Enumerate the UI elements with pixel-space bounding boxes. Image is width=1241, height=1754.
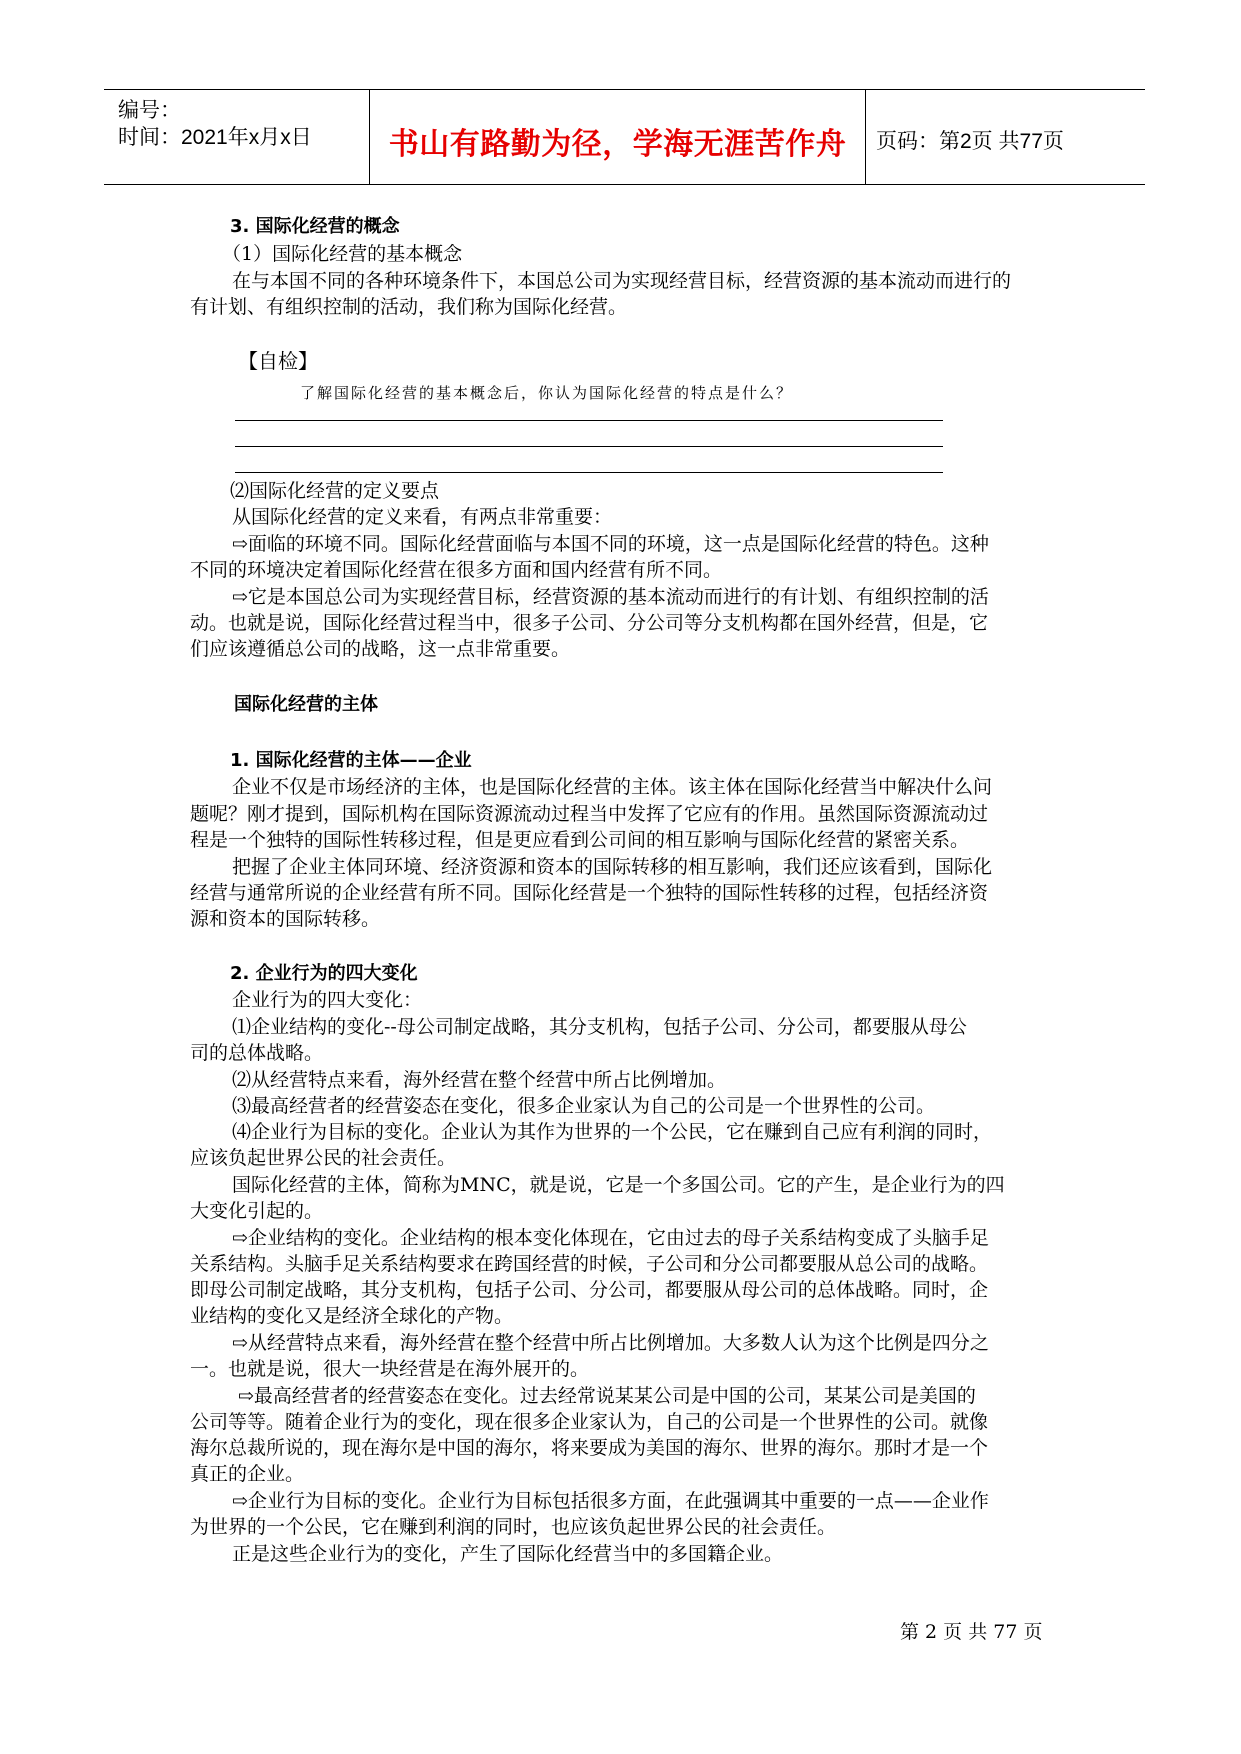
serial-label: 编号： bbox=[118, 99, 181, 122]
paragraph-line: 有计划、有组织控制的活动，我们称为国际化经营。 bbox=[190, 296, 628, 318]
bullet-line: ⇨面临的环境不同。国际化经营面临与本国不同的环境，这一点是国际化经营的特色。这种 bbox=[232, 533, 989, 555]
paragraph-line: 企业行为的四大变化： bbox=[232, 989, 423, 1011]
header-meta-cell bbox=[104, 90, 369, 184]
answer-line bbox=[235, 420, 943, 421]
paragraph-line: 真正的企业。 bbox=[190, 1463, 305, 1485]
section-heading: 国际化经营的主体 bbox=[234, 694, 378, 715]
list-item: ⑶最高经营者的经营姿态在变化，很多企业家认为自己的公司是一个世界性的公司。 bbox=[232, 1095, 936, 1117]
paragraph-line: 题呢？刚才提到，国际机构在国际资源流动过程当中发挥了它应有的作用。虽然国际资源流动过 bbox=[190, 803, 989, 825]
paragraph-line: 源和资本的国际转移。 bbox=[190, 908, 381, 930]
list-item: ⑵从经营特点来看，海外经营在整个经营中所占比例增加。 bbox=[232, 1069, 727, 1091]
time-label: 时间：2021年x月x日 bbox=[118, 126, 312, 149]
paragraph-line: 经营与通常所说的企业经营有所不同。国际化经营是一个独特的国际性转移的过程，包括经济资 bbox=[190, 882, 989, 904]
motto: 书山有路勤为径，学海无涯苦作舟 bbox=[388, 127, 847, 162]
bullet-line: ⇨它是本国总公司为实现经营目标，经营资源的基本流动而进行的有计划、有组织控制的活 bbox=[232, 586, 989, 608]
paragraph-line: 从国际化经营的定义来看，有两点非常重要： bbox=[232, 506, 613, 528]
bullet-line: ⇨企业结构的变化。企业结构的根本变化体现在，它由过去的母子关系结构变成了头脑手足 bbox=[232, 1227, 989, 1249]
subheading: ⑵国际化经营的定义要点 bbox=[230, 480, 440, 502]
paragraph-line: 企业不仅是市场经济的主体，也是国际化经营的主体。该主体在国际化经营当中解决什么问 bbox=[232, 776, 993, 798]
paragraph-line: 在与本国不同的各种环境条件下，本国总公司为实现经营目标，经营资源的基本流动而进行的 bbox=[232, 270, 1012, 292]
section-heading: 1. 国际化经营的主体——企业 bbox=[230, 750, 472, 771]
subheading: （1）国际化经营的基本概念 bbox=[222, 243, 463, 265]
section-heading: 3. 国际化经营的概念 bbox=[230, 216, 400, 237]
paragraph-line: 公司等等。随着企业行为的变化，现在很多企业家认为，自己的公司是一个世界性的公司。就像 bbox=[190, 1411, 989, 1433]
self-check-question: 了解国际化经营的基本概念后，你认为国际化经营的特点是什么？ bbox=[300, 384, 794, 402]
answer-line bbox=[235, 446, 943, 447]
paragraph-line: 们应该遵循总公司的战略，这一点非常重要。 bbox=[190, 638, 571, 660]
paragraph-line: 海尔总裁所说的，现在海尔是中国的海尔，将来要成为美国的海尔、世界的海尔。那时才是一个 bbox=[190, 1437, 989, 1459]
paragraph-line: 司的总体战略。 bbox=[190, 1042, 324, 1064]
page-code: 页码：第2页 共77页 bbox=[876, 130, 1064, 153]
page-footer: 第 2 页 共 77 页 bbox=[900, 1621, 1043, 1643]
paragraph-line: 不同的环境决定着国际化经营在很多方面和国内经营有所不同。 bbox=[190, 559, 723, 581]
paragraph-line: 为世界的一个公民，它在赚到利润的同时，也应该负起世界公民的社会责任。 bbox=[190, 1516, 837, 1538]
paragraph-line: 业结构的变化又是经济全球化的产物。 bbox=[190, 1305, 514, 1327]
paragraph-line: 即母公司制定战略，其分支机构，包括子公司、分公司，都要服从母公司的总体战略。同时，企 bbox=[190, 1279, 989, 1301]
paragraph-line: 程是一个独特的国际性转移过程，但是更应看到公司间的相互影响与国际化经营的紧密关系。 bbox=[190, 829, 970, 851]
paragraph-line: 应该负起世界公民的社会责任。 bbox=[190, 1147, 457, 1169]
bullet-line: ⇨最高经营者的经营姿态在变化。过去经常说某某公司是中国的公司，某某公司是美国的 bbox=[238, 1385, 976, 1407]
list-item: ⑴企业结构的变化--母公司制定战略，其分支机构，包括子公司、分公司，都要服从母公 bbox=[232, 1016, 967, 1038]
paragraph-line: 动。也就是说，国际化经营过程当中，很多子公司、分公司等分支机构都在国外经营，但是，它 bbox=[190, 612, 989, 634]
section-heading: 2. 企业行为的四大变化 bbox=[230, 963, 418, 984]
bullet-line: ⇨企业行为目标的变化。企业行为目标包括很多方面，在此强调其中重要的一点——企业作 bbox=[232, 1490, 989, 1512]
header-motto-cell bbox=[369, 90, 866, 184]
paragraph-line: 大变化引起的。 bbox=[190, 1200, 324, 1222]
answer-line bbox=[235, 472, 943, 473]
header-page-cell bbox=[866, 90, 1145, 184]
paragraph-line: 国际化经营的主体，简称为MNC，就是说，它是一个多国公司。它的产生，是企业行为的四 bbox=[232, 1174, 1005, 1196]
self-check-label: 【自检】 bbox=[238, 349, 318, 373]
paragraph-line: 关系结构。头脑手足关系结构要求在跨国经营的时候，子公司和分公司都要服从总公司的战略。 bbox=[190, 1253, 989, 1275]
bullet-line: ⇨从经营特点来看，海外经营在整个经营中所占比例增加。大多数人认为这个比例是四分之 bbox=[232, 1332, 989, 1354]
paragraph-line: 把握了企业主体同环境、经济资源和资本的国际转移的相互影响，我们还应该看到，国际化 bbox=[232, 856, 993, 878]
page-header bbox=[104, 89, 1145, 185]
paragraph-line: 一。也就是说，很大一块经营是在海外展开的。 bbox=[190, 1358, 590, 1380]
paragraph-line: 正是这些企业行为的变化，产生了国际化经营当中的多国籍企业。 bbox=[232, 1543, 784, 1565]
list-item: ⑷企业行为目标的变化。企业认为其作为世界的一个公民，它在赚到自己应有利润的同时， bbox=[232, 1121, 993, 1143]
